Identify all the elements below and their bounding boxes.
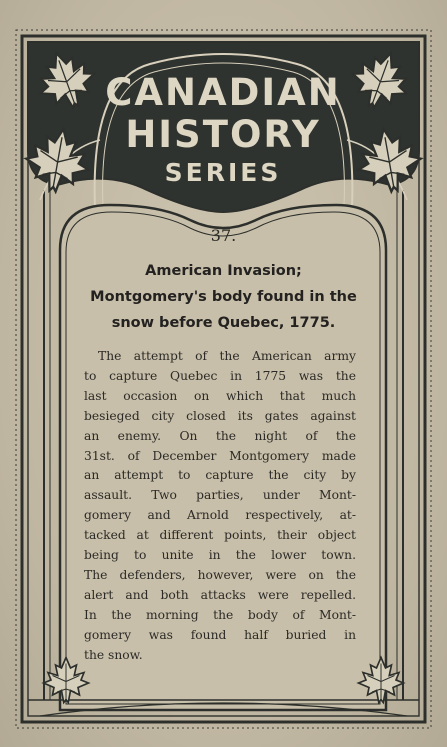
body-line: last occasion on which that much: [84, 388, 356, 403]
headline-line: Montgomery's body found in the: [90, 289, 357, 305]
title-line-history: HISTORY: [125, 113, 321, 156]
maple-leaf-icon-bottom-right: [359, 658, 404, 703]
body-line: The attempt of the American army: [98, 349, 356, 363]
title-line-canadian: CANADIAN: [105, 71, 341, 114]
body-line: tacked at different points, their object: [84, 528, 356, 543]
body-line: gomery was found half buried in: [84, 627, 356, 642]
card-number: 37.: [210, 226, 237, 245]
body-line: alert and both attacks were repelled.: [84, 587, 356, 602]
body-line: the snow.: [84, 647, 143, 662]
body-line: In the morning the body of Mont-: [84, 607, 356, 622]
maple-leaf-icon-bottom-left: [44, 658, 89, 703]
card-headline: [60, 258, 387, 336]
body-line: assault. Two parties, under Mont-: [84, 488, 356, 503]
body-line: being to unite in the lower town.: [84, 548, 356, 563]
headline-line: American Invasion;: [145, 263, 302, 279]
body-line: gomery and Arnold respectively, at-: [84, 508, 356, 523]
maple-leaf-icon-left: [22, 124, 95, 197]
card-body-text: [84, 347, 356, 666]
maple-leaf-icon-right: [353, 124, 426, 197]
maple-leaf-icon-top-right: [344, 43, 417, 116]
body-line: The defenders, however, were on the: [84, 567, 356, 582]
title-line-series: SERIES: [164, 158, 282, 187]
headline-line: snow before Quebec, 1775.: [111, 315, 336, 331]
body-line: an attempt to capture the city by: [84, 468, 356, 483]
body-line: 31st. of December Montgomery made: [84, 448, 356, 463]
series-title: [92, 62, 354, 202]
body-line: besieged city closed its gates against: [84, 408, 356, 423]
body-line: an enemy. On the night of the: [84, 428, 356, 443]
body-line: to capture Quebec in 1775 was the: [84, 368, 356, 383]
